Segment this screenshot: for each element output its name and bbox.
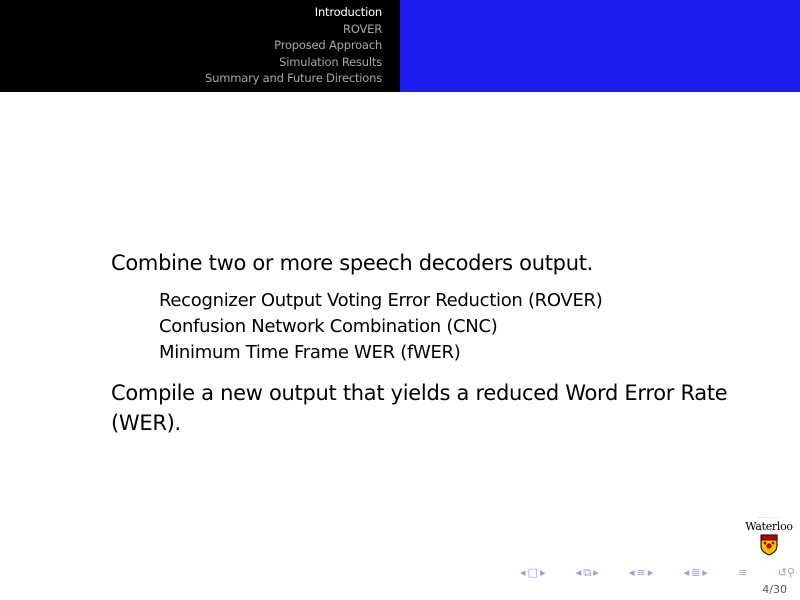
nav-subsection-icon[interactable]: ≡ [636,566,646,579]
nav-section-group [684,566,708,580]
nav-search-icon[interactable]: ↺⚲ [777,566,795,579]
nav-slide-group [520,566,545,580]
nav-slide-icon[interactable]: □ [527,566,538,579]
section-nav [205,4,382,87]
nav-frame-next-icon[interactable]: ▸ [593,566,599,579]
methods-list [159,288,731,366]
header-section-bar [0,0,400,92]
nav-subsection-prev-icon[interactable]: ◂ [628,566,635,579]
section-proposed-approach[interactable]: Proposed Approach [274,38,382,52]
header [0,0,800,92]
section-summary[interactable]: Summary and Future Directions [205,71,382,85]
nav-slide-prev-icon[interactable]: ◂ [520,566,526,579]
slide-body [111,248,731,438]
section-introduction[interactable]: Introduction [314,5,382,19]
method-item-rover: Recognizer Output Voting Error Reduction (ROVER) [159,290,603,311]
nav-slide-next-icon[interactable]: ▸ [539,566,546,579]
conclusion-text: Compile a new output that yields a reduced Word Error Rate (WER). [111,381,728,435]
university-crest-icon [760,534,778,556]
nav-section-prev-icon[interactable]: ◂ [683,566,690,579]
university-logo [741,515,797,565]
section-simulation-results[interactable]: Simulation Results [279,54,382,69]
nav-frame-prev-icon[interactable]: ◂ [575,566,582,579]
beamer-navigation [520,566,795,580]
nav-subsection-next-icon[interactable]: ▸ [647,566,654,579]
nav-section-icon[interactable]: ≣ [691,566,701,579]
method-item-cnc: Confusion Network Combination (CNC) [159,316,498,337]
nav-section-next-icon[interactable]: ▸ [702,566,708,579]
nav-frame-group [576,566,599,580]
section-rover[interactable]: ROVER [343,21,382,36]
nav-subsection-group [629,566,653,580]
slide-number: 4/30 [762,583,787,596]
logo-name: Waterloo [745,520,793,533]
logo-motto: · · · · · · [759,515,779,521]
header-title-bar [400,0,800,92]
intro-text: Combine two or more speech decoders output. [111,251,594,275]
method-item-fwer: Minimum Time Frame WER (fWER) [159,342,461,363]
nav-align-icon[interactable]: ≡ [738,566,748,579]
nav-frame-icon[interactable]: ⧉ [583,566,592,579]
